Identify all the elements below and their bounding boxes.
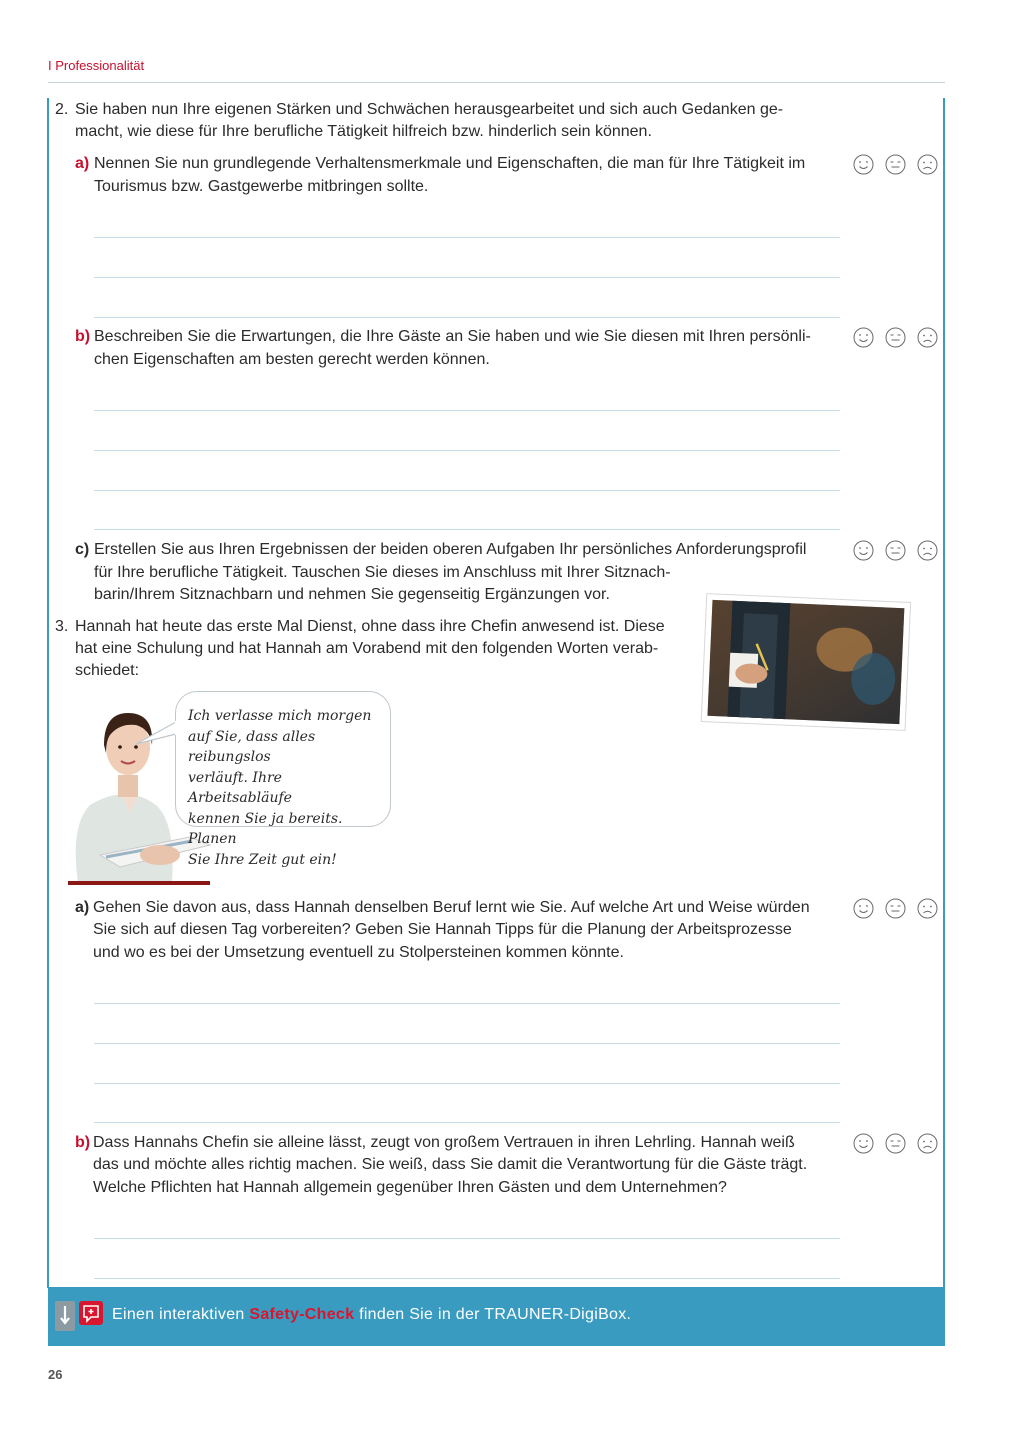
neutral-face-icon[interactable] — [885, 327, 906, 348]
answer-line[interactable] — [94, 1122, 840, 1123]
sad-face-icon[interactable] — [917, 898, 938, 919]
header-divider — [48, 82, 945, 83]
frame-left-border — [47, 98, 49, 1288]
answer-line[interactable] — [94, 1238, 840, 1239]
sad-face-icon[interactable] — [917, 154, 938, 175]
rating-smileys-2c[interactable] — [853, 540, 938, 561]
answer-line[interactable] — [94, 1083, 840, 1084]
bubble-line: verläuft. Ihre Arbeitsabläufe — [188, 769, 292, 806]
task-2-intro-line-1: Sie haben nun Ihre eigenen Stärken und Schwächen herausgearbeitet und sich auch Gedanken ge- — [75, 101, 784, 118]
task-2b-label: b) — [75, 328, 91, 345]
answer-line[interactable] — [94, 237, 840, 238]
speech-bubble-text — [188, 706, 388, 870]
sad-face-icon[interactable] — [917, 1133, 938, 1154]
frame-right-border — [943, 98, 945, 1288]
task-2-number: 2. — [55, 101, 69, 118]
task-2b-line-1: Beschreiben Sie die Erwartungen, die Ihre Gäste an Sie haben und wie Sie diesen mit Ihren persönli- — [94, 328, 811, 345]
rating-smileys-3b[interactable] — [853, 1133, 938, 1154]
task-3b-line-1: Dass Hannahs Chefin sie alleine lässt, zeugt von großem Vertrauen in ihren Lehrling. Hannah weiß — [93, 1134, 795, 1151]
task-2a-line-2: Tourismus bzw. Gastgewerbe mitbringen sollte. — [94, 178, 429, 195]
safety-check-link[interactable]: Safety-Check — [249, 1306, 355, 1323]
neutral-face-icon[interactable] — [885, 898, 906, 919]
happy-face-icon[interactable] — [853, 898, 874, 919]
answer-line[interactable] — [94, 277, 840, 278]
banner-suffix: finden Sie in der TRAUNER-DigiBox. — [354, 1306, 632, 1323]
answer-line[interactable] — [94, 450, 840, 451]
task-3a-label: a) — [75, 899, 90, 916]
task-3-number: 3. — [55, 618, 69, 635]
speech-bubble-tail — [134, 720, 178, 746]
neutral-face-icon[interactable] — [885, 154, 906, 175]
task-2-intro-line-2: macht, wie diese für Ihre berufliche Tätigkeit hilfreich bzw. hinderlich sein können. — [75, 123, 652, 140]
answer-line[interactable] — [94, 410, 840, 411]
rating-smileys-2b[interactable] — [853, 327, 938, 348]
task-3a-line-2: Sie sich auf diesen Tag vorbereiten? Geben Sie Hannah Tipps für die Planung der Arbeitsprozesse — [93, 921, 792, 938]
task-2a-label: a) — [75, 155, 90, 172]
task-3a-line-3: und wo es bei der Umsetzung eventuell zu Stolpersteinen kommen könnte. — [93, 944, 624, 961]
answer-line[interactable] — [94, 1043, 840, 1044]
task-2c-line-3: barin/Ihrem Sitznachbarn und nehmen Sie gegenseitig Ergänzungen vor. — [94, 586, 610, 603]
waitress-photo — [694, 586, 918, 734]
happy-face-icon[interactable] — [853, 1133, 874, 1154]
bubble-line: kennen Sie ja bereits. Planen — [188, 810, 343, 847]
chapter-header: I Professionalität — [48, 58, 145, 73]
neutral-face-icon[interactable] — [885, 1133, 906, 1154]
answer-line[interactable] — [94, 1278, 840, 1279]
task-2c-label: c) — [75, 541, 90, 558]
happy-face-icon[interactable] — [853, 154, 874, 175]
happy-face-icon[interactable] — [853, 327, 874, 348]
bubble-line: auf Sie, dass alles reibungslos — [188, 728, 316, 765]
task-2c-line-1: Erstellen Sie aus Ihren Ergebnissen der beiden oberen Aufgaben Ihr persönliches Anforderungsprofil — [94, 541, 807, 558]
rating-smileys-3a[interactable] — [853, 898, 938, 919]
happy-face-icon[interactable] — [853, 540, 874, 561]
answer-line[interactable] — [94, 317, 840, 318]
answer-line[interactable] — [94, 490, 840, 491]
bubble-line: Ich verlasse mich morgen — [188, 708, 372, 724]
task-3a-line-1: Gehen Sie davon aus, dass Hannah denselben Beruf lernt wie Sie. Auf welche Art und Weise würden — [93, 899, 810, 916]
digibox-icon — [55, 1300, 103, 1332]
bubble-line: Sie Ihre Zeit gut ein! — [188, 851, 337, 868]
task-3-intro-line-1: Hannah hat heute das erste Mal Dienst, ohne dass ihre Chefin anwesend ist. Diese — [75, 618, 665, 635]
sad-face-icon[interactable] — [917, 540, 938, 561]
banner-prefix: Einen interaktiven — [112, 1306, 250, 1323]
page-number: 26 — [48, 1367, 63, 1382]
task-2c-line-2: für Ihre berufliche Tätigkeit. Tauschen Sie dieses im Anschluss mit Ihrer Sitznach- — [94, 564, 671, 581]
answer-line[interactable] — [94, 529, 840, 530]
task-3b-line-3: Welche Pflichten hat Hannah allgemein gegenüber Ihren Gästen und dem Unternehmen? — [93, 1179, 727, 1196]
task-3-intro-line-3: schiedet: — [75, 662, 140, 679]
task-3-intro-line-2: hat eine Schulung und hat Hannah am Vorabend mit den folgenden Worten verab- — [75, 640, 659, 657]
task-3b-line-2: das und möchte alles richtig machen. Sie weiß, dass Sie damit die Verantwortung für die Gäste trägt. — [93, 1156, 808, 1173]
answer-line[interactable] — [94, 1003, 840, 1004]
task-2b-line-2: chen Eigenschaften am besten gerecht werden können. — [94, 351, 490, 368]
neutral-face-icon[interactable] — [885, 540, 906, 561]
rating-smileys-2a[interactable] — [853, 154, 938, 175]
task-3b-label: b) — [75, 1134, 91, 1151]
task-2a-line-1: Nennen Sie nun grundlegende Verhaltensmerkmale und Eigenschaften, die man für Ihre Tätigkeit im — [94, 155, 806, 172]
sad-face-icon[interactable] — [917, 327, 938, 348]
digibox-banner-text — [112, 1306, 631, 1324]
